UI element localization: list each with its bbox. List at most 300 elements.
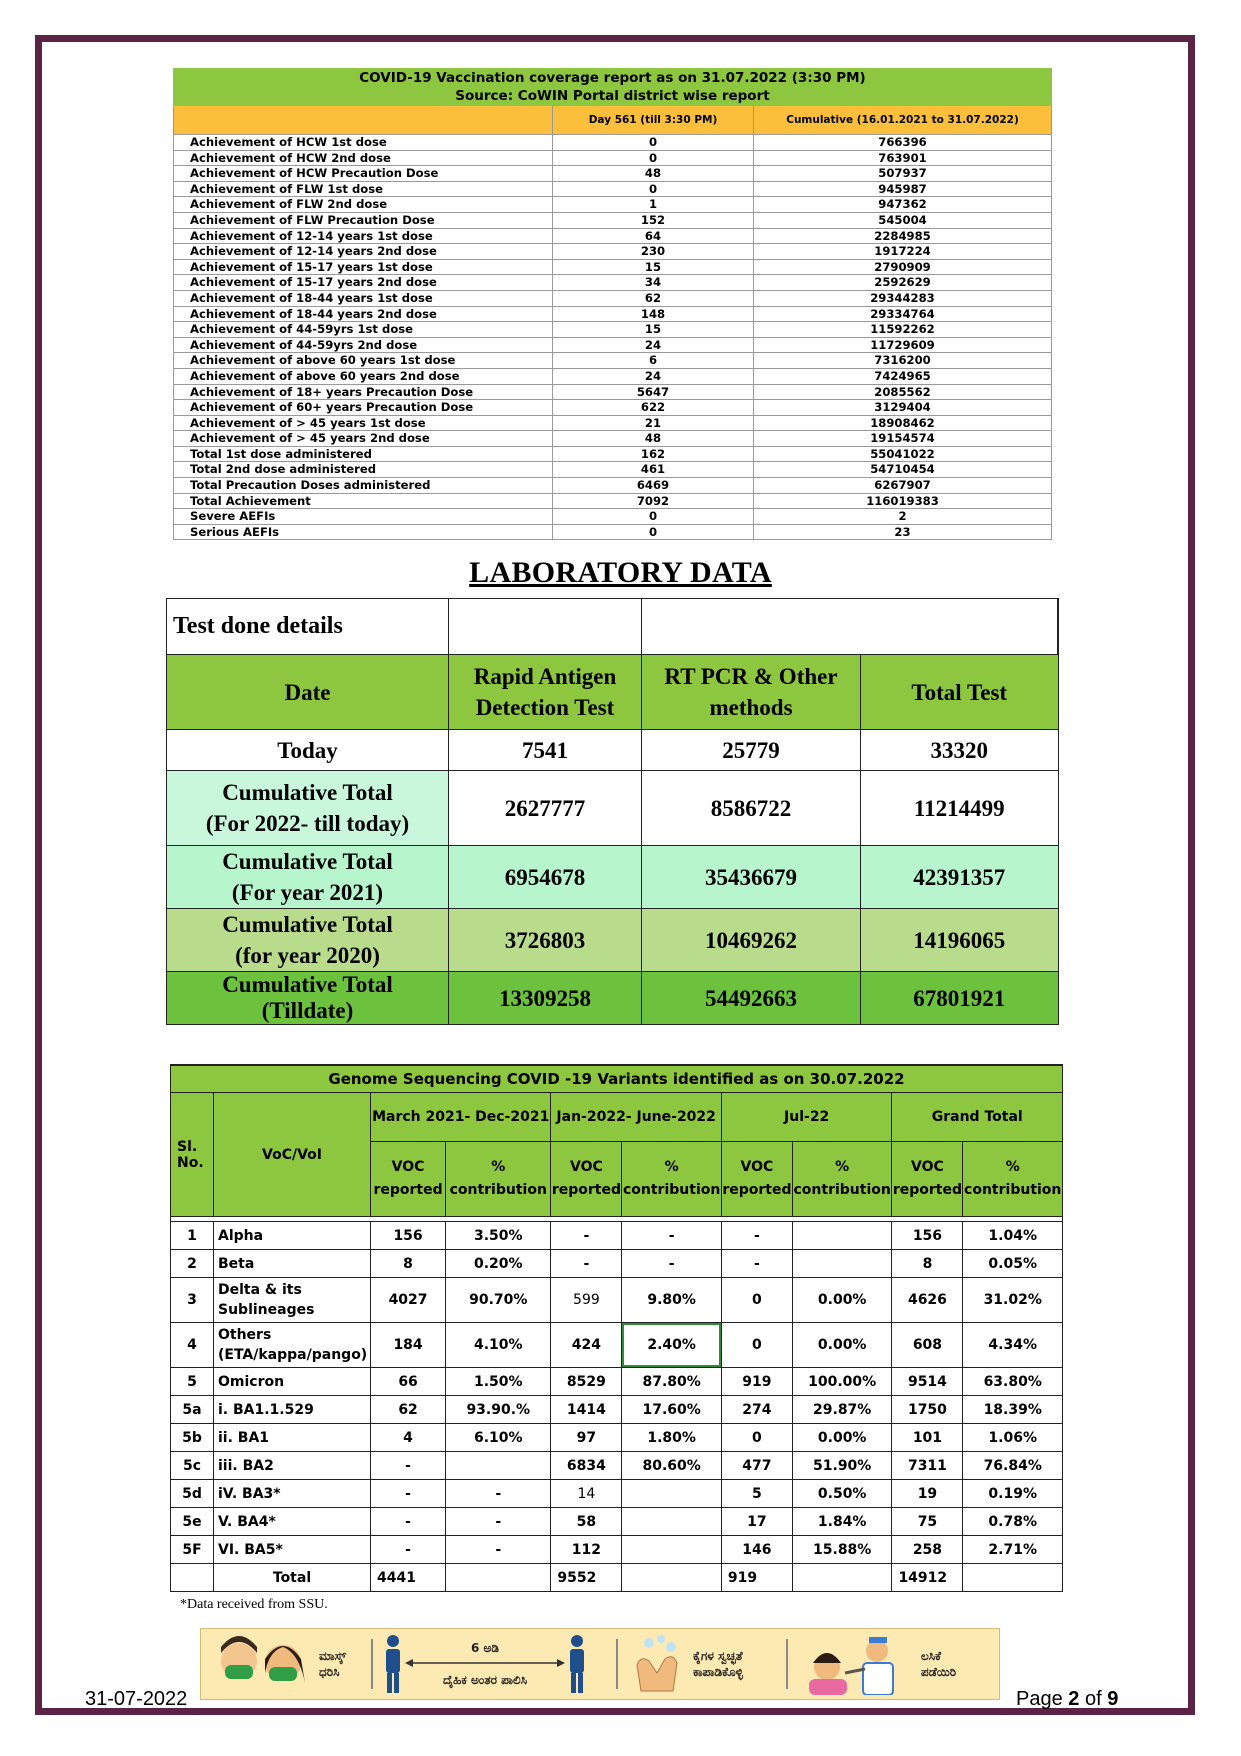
genome-row xyxy=(171,1536,1063,1564)
vaccination-row-label: Achievement of 15-17 years 2nd dose xyxy=(174,275,553,291)
genome-row xyxy=(171,1396,1063,1424)
genome-row-voc-value: 599 xyxy=(551,1278,622,1323)
genome-row-pct-value: 2.71% xyxy=(963,1536,1063,1564)
genome-row-pct-value: - xyxy=(446,1480,551,1508)
vaccination-row-label: Achievement of 44-59yrs 1st dose xyxy=(174,322,553,338)
lab-row-label xyxy=(167,846,449,909)
genome-subheader-pct-contribution-line1: % xyxy=(491,1159,506,1175)
genome-row-pct-value: - xyxy=(622,1250,722,1278)
genome-row-voc-value: 101 xyxy=(892,1424,963,1452)
genome-row-variant: Alpha xyxy=(214,1222,371,1250)
genome-row-pct-value: 0.00% xyxy=(792,1323,892,1368)
vaccination-row xyxy=(174,509,1052,525)
lab-row-label-line2: (For year 2021) xyxy=(231,880,384,905)
genome-row-pct-value: - xyxy=(446,1508,551,1536)
genome-row-voc-value: 8 xyxy=(371,1250,446,1278)
genome-row-pct-value: 9.80% xyxy=(622,1278,722,1323)
genome-row-pct-value: 15.88% xyxy=(792,1536,892,1564)
lab-blank-cell xyxy=(642,599,1059,655)
vaccination-row xyxy=(174,368,1052,384)
genome-subheader-pct-contribution-line1: % xyxy=(664,1159,679,1175)
genome-header-sl-line2: No. xyxy=(177,1154,204,1171)
genome-row-pct-value: 1.50% xyxy=(446,1368,551,1396)
lab-header-rapid-line1: Rapid Antigen xyxy=(473,664,617,689)
vaccination-row xyxy=(174,493,1052,509)
vaccination-title-row xyxy=(174,69,1052,106)
vaccination-row xyxy=(174,228,1052,244)
vaccination-row xyxy=(174,400,1052,416)
genome-row-pct-value: 18.39% xyxy=(963,1396,1063,1424)
genome-subheader-voc-reported-line1: VOC xyxy=(911,1159,944,1175)
genome-row-variant: Beta xyxy=(214,1250,371,1278)
genome-row-pct-value: 93.90.% xyxy=(446,1396,551,1424)
lab-header-rtpcr-line2: methods xyxy=(709,695,793,720)
footer-page-of: of xyxy=(1079,1688,1108,1710)
genome-row-voc-value: 184 xyxy=(371,1323,446,1368)
vaccination-row xyxy=(174,135,1052,151)
genome-row-voc-value: 477 xyxy=(721,1452,792,1480)
vaccination-row-label: Achievement of 60+ years Precaution Dose xyxy=(174,400,553,416)
footer-page-current: 2 xyxy=(1068,1688,1080,1710)
genome-row-pct-value xyxy=(446,1452,551,1480)
genome-subheader-voc-reported xyxy=(892,1142,963,1217)
vaccination-row-label: Achievement of 18-44 years 1st dose xyxy=(174,290,553,306)
genome-subheader-voc-reported-line2: reported xyxy=(551,1182,621,1198)
banner-handwash-line1: ಕೈಗಳ ಸ್ವಚ್ಛತೆ xyxy=(693,1649,743,1663)
genome-row-sl: 5e xyxy=(171,1508,214,1536)
vaccination-row xyxy=(174,446,1052,462)
genome-row xyxy=(171,1424,1063,1452)
lab-rtpcr-value: 25779 xyxy=(642,730,861,771)
genome-row-pct-value: 0.05% xyxy=(963,1250,1063,1278)
genome-total-voc-value: 9552 xyxy=(551,1564,622,1592)
genome-row-variant: V. BA4* xyxy=(214,1508,371,1536)
vaccination-row xyxy=(174,150,1052,166)
genome-total-label: Total xyxy=(214,1564,371,1592)
vaccination-row xyxy=(174,197,1052,213)
genome-row-voc-value: 156 xyxy=(371,1222,446,1250)
lab-row-2022 xyxy=(167,771,1059,846)
vaccination-row-day: 6 xyxy=(553,353,754,369)
genome-subheader-voc-reported xyxy=(551,1142,622,1217)
vaccination-row xyxy=(174,431,1052,447)
vaccination-row-cumulative: 11592262 xyxy=(754,322,1052,338)
genome-row-pct-value: 0.00% xyxy=(792,1278,892,1323)
lab-row-label xyxy=(167,909,449,972)
vaccination-row-cumulative: 507937 xyxy=(754,166,1052,182)
genome-subheader-voc-reported xyxy=(371,1142,446,1217)
genome-row-variant: Delta & its Sublineages xyxy=(214,1278,371,1323)
lab-rapid-value: 13309258 xyxy=(449,972,642,1025)
person-icon xyxy=(381,1633,405,1695)
genome-subheader-voc-reported-line1: VOC xyxy=(740,1159,774,1175)
lab-test-done-label: Test done details xyxy=(167,599,449,655)
vaccination-row-cumulative: 11729609 xyxy=(754,337,1052,353)
vaccination-row-cumulative: 2790909 xyxy=(754,259,1052,275)
vaccination-row-label: Serious AEFIs xyxy=(174,524,553,540)
genome-row-variant: VI. BA5* xyxy=(214,1536,371,1564)
vaccination-row-day: 1 xyxy=(553,197,754,213)
genome-row-voc-value: 156 xyxy=(892,1222,963,1250)
lab-row-label xyxy=(167,972,449,1025)
vaccination-row-day: 21 xyxy=(553,415,754,431)
genome-row-pct-value: 0.78% xyxy=(963,1508,1063,1536)
genome-row-pct-value: 29.87% xyxy=(792,1396,892,1424)
genome-sequencing-table xyxy=(170,1064,1063,1592)
lab-rtpcr-value: 10469262 xyxy=(642,909,861,972)
genome-row-voc-value: 58 xyxy=(551,1508,622,1536)
vaccination-row-cumulative: 116019383 xyxy=(754,493,1052,509)
banner-distance-line2: ದೈಹಿಕ ಅಂತರ ಪಾಲಿಸಿ xyxy=(442,1673,528,1687)
genome-row xyxy=(171,1480,1063,1508)
vaccination-row-day: 64 xyxy=(553,228,754,244)
covid-behaviour-banner xyxy=(200,1628,1000,1700)
genome-row-sl: 2 xyxy=(171,1250,214,1278)
vaccination-row-label: Total 1st dose administered xyxy=(174,446,553,462)
genome-subheader-voc-reported xyxy=(721,1142,792,1217)
genome-row-voc-value: 112 xyxy=(551,1536,622,1564)
vaccination-row-cumulative: 2592629 xyxy=(754,275,1052,291)
vaccination-row xyxy=(174,462,1052,478)
genome-header-period: Grand Total xyxy=(892,1093,1063,1142)
genome-row-pct-value: 0.50% xyxy=(792,1480,892,1508)
vaccination-header-day: Day 561 (till 3:30 PM) xyxy=(553,106,754,135)
footer-page-number xyxy=(1016,1688,1118,1711)
genome-subheader-voc-reported-line2: reported xyxy=(373,1182,443,1198)
vaccination-row-cumulative: 19154574 xyxy=(754,431,1052,447)
vaccination-row-label: Achievement of 18-44 years 2nd dose xyxy=(174,306,553,322)
vaccination-row-cumulative: 7424965 xyxy=(754,368,1052,384)
genome-row-voc-value: 1414 xyxy=(551,1396,622,1424)
vaccination-row-day: 48 xyxy=(553,431,754,447)
genome-total-voc-value: 919 xyxy=(721,1564,792,1592)
vaccination-row-cumulative: 29344283 xyxy=(754,290,1052,306)
handwash-icon xyxy=(631,1633,685,1695)
vaccination-row-cumulative: 766396 xyxy=(754,135,1052,151)
genome-subheader-voc-reported-line1: VOC xyxy=(570,1159,603,1175)
genome-header-period: Jul-22 xyxy=(721,1093,892,1142)
banner-vaccine-segment xyxy=(799,1629,994,1699)
genome-row-voc-value: 0 xyxy=(721,1278,792,1323)
genome-row-variant: i. BA1.1.529 xyxy=(214,1396,371,1424)
genome-total-voc-value: 4441 xyxy=(371,1564,446,1592)
genome-subheader-pct-contribution-line1: % xyxy=(1005,1159,1020,1175)
lab-total-value: 11214499 xyxy=(861,771,1059,846)
vaccination-row-day: 0 xyxy=(553,181,754,197)
genome-row-pct-value: - xyxy=(446,1536,551,1564)
genome-row xyxy=(171,1368,1063,1396)
genome-subheader-pct-contribution-line2: contribution xyxy=(622,1182,721,1198)
vaccination-row-day: 0 xyxy=(553,135,754,151)
genome-subheader-pct-contribution xyxy=(622,1142,722,1217)
vaccination-row-day: 24 xyxy=(553,337,754,353)
genome-row-voc-value: 7311 xyxy=(892,1452,963,1480)
vaccination-row-label: Achievement of HCW 2nd dose xyxy=(174,150,553,166)
vaccination-row-label: Achievement of 12-14 years 2nd dose xyxy=(174,244,553,260)
genome-row-sl: 5a xyxy=(171,1396,214,1424)
genome-subheader-pct-contribution-line2: contribution xyxy=(964,1182,1062,1198)
genome-row-sl: 5F xyxy=(171,1536,214,1564)
lab-rtpcr-value: 54492663 xyxy=(642,972,861,1025)
vaccination-row-label: Achievement of above 60 years 2nd dose xyxy=(174,368,553,384)
vaccination-row-cumulative: 2 xyxy=(754,509,1052,525)
lab-row-label-line1: Cumulative Total xyxy=(222,972,393,997)
vaccination-row xyxy=(174,166,1052,182)
genome-title: Genome Sequencing COVID -19 Variants identified as on 30.07.2022 xyxy=(171,1065,1063,1093)
vaccination-row-label: Achievement of HCW Precaution Dose xyxy=(174,166,553,182)
genome-row-variant: Omicron xyxy=(214,1368,371,1396)
genome-row-voc-value: 4 xyxy=(371,1424,446,1452)
genome-row-pct-value: 2.40% xyxy=(622,1323,722,1368)
vaccination-row-day: 5647 xyxy=(553,384,754,400)
genome-row-voc-value: 0 xyxy=(721,1323,792,1368)
genome-row-voc-value: 17 xyxy=(721,1508,792,1536)
lab-row-tilldate xyxy=(167,972,1059,1025)
vaccination-header-cumulative: Cumulative (16.01.2021 to 31.07.2022) xyxy=(754,106,1052,135)
genome-row xyxy=(171,1323,1063,1368)
genome-total-row xyxy=(171,1564,1063,1592)
vaccination-row-day: 62 xyxy=(553,290,754,306)
vaccination-row-label: Achievement of > 45 years 2nd dose xyxy=(174,431,553,447)
vaccination-row-cumulative: 1917224 xyxy=(754,244,1052,260)
genome-row-variant: iV. BA3* xyxy=(214,1480,371,1508)
vaccination-row-label: Achievement of FLW Precaution Dose xyxy=(174,212,553,228)
genome-row-sl: 4 xyxy=(171,1323,214,1368)
genome-row-pct-value xyxy=(792,1250,892,1278)
genome-row-pct-value: 100.00% xyxy=(792,1368,892,1396)
genome-row-voc-value: 8529 xyxy=(551,1368,622,1396)
vaccination-row xyxy=(174,275,1052,291)
lab-rtpcr-value: 8586722 xyxy=(642,771,861,846)
genome-total-pct-value xyxy=(446,1564,551,1592)
genome-row-sl: 5c xyxy=(171,1452,214,1480)
genome-row-voc-value: 14 xyxy=(551,1480,622,1508)
lab-total-value: 33320 xyxy=(861,730,1059,771)
vaccination-row-label: Achievement of 18+ years Precaution Dose xyxy=(174,384,553,400)
genome-title-row xyxy=(171,1065,1063,1093)
vaccination-row-cumulative: 2085562 xyxy=(754,384,1052,400)
vaccination-row xyxy=(174,478,1052,494)
vaccination-coverage-table xyxy=(173,68,1052,540)
genome-row-voc-value: 5 xyxy=(721,1480,792,1508)
vaccination-row xyxy=(174,384,1052,400)
genome-row-pct-value: 17.60% xyxy=(622,1396,722,1424)
genome-total-sl xyxy=(171,1564,214,1592)
banner-mask-line2: ಧರಿಸಿ xyxy=(319,1665,340,1679)
genome-row-pct-value xyxy=(622,1480,722,1508)
genome-subheader-pct-contribution-line2: contribution xyxy=(793,1182,891,1198)
vaccination-row xyxy=(174,322,1052,338)
banner-vaccine-line1: ಲಸಿಕೆ xyxy=(921,1649,942,1663)
vaccination-row-label: Achievement of FLW 2nd dose xyxy=(174,197,553,213)
genome-total-pct-value xyxy=(963,1564,1063,1592)
lab-header-total: Total Test xyxy=(861,655,1059,730)
laboratory-data-heading: LABORATORY DATA xyxy=(469,556,772,589)
genome-row-voc-value: - xyxy=(371,1536,446,1564)
lab-row-label xyxy=(167,771,449,846)
genome-row-voc-value: - xyxy=(371,1452,446,1480)
genome-subheader-voc-reported-line2: reported xyxy=(892,1182,963,1198)
vaccination-icon xyxy=(799,1633,909,1695)
vaccination-row-label: Total 2nd dose administered xyxy=(174,462,553,478)
genome-row-voc-value: 19 xyxy=(892,1480,963,1508)
genome-row-pct-value: 1.06% xyxy=(963,1424,1063,1452)
genome-row-pct-value: 1.80% xyxy=(622,1424,722,1452)
genome-row-voc-value: 8 xyxy=(892,1250,963,1278)
genome-row xyxy=(171,1222,1063,1250)
vaccination-row-label: Achievement of 15-17 years 1st dose xyxy=(174,259,553,275)
genome-row-voc-value: - xyxy=(721,1222,792,1250)
footer-page-total: 9 xyxy=(1107,1688,1119,1710)
genome-row-pct-value: 80.60% xyxy=(622,1452,722,1480)
genome-row-sl: 5b xyxy=(171,1424,214,1452)
vaccination-row-label: Achievement of 44-59yrs 2nd dose xyxy=(174,337,553,353)
genome-header-sl xyxy=(171,1093,214,1217)
genome-subheader-voc-reported-line2: reported xyxy=(722,1182,792,1198)
genome-row-variant: ii. BA1 xyxy=(214,1424,371,1452)
lab-row-label-line2: (for year 2020) xyxy=(235,943,380,968)
genome-row-pct-value: 4.34% xyxy=(963,1323,1063,1368)
genome-header-period: Jan-2022- June-2022 xyxy=(551,1093,722,1142)
genome-row-variant: iii. BA2 xyxy=(214,1452,371,1480)
vaccination-row-label: Achievement of FLW 1st dose xyxy=(174,181,553,197)
vaccination-row-day: 461 xyxy=(553,462,754,478)
vaccination-row-cumulative: 947362 xyxy=(754,197,1052,213)
lab-rapid-value: 6954678 xyxy=(449,846,642,909)
vaccination-row xyxy=(174,306,1052,322)
banner-mask-line1: ಮಾಸ್ಕ್ xyxy=(319,1649,347,1663)
double-arrow-icon xyxy=(405,1658,565,1668)
vaccination-row-cumulative: 54710454 xyxy=(754,462,1052,478)
genome-row-pct-value: 90.70% xyxy=(446,1278,551,1323)
vaccination-title xyxy=(174,69,1052,106)
vaccination-row-cumulative: 55041022 xyxy=(754,446,1052,462)
vaccination-row-label: Achievement of 12-14 years 1st dose xyxy=(174,228,553,244)
vaccination-row-label: Total Achievement xyxy=(174,493,553,509)
genome-header-sl-line1: Sl. xyxy=(177,1138,198,1155)
vaccination-row xyxy=(174,353,1052,369)
lab-row-label-line1: Cumulative Total xyxy=(222,849,393,874)
genome-header-voc: VoC/VoI xyxy=(214,1093,371,1217)
vaccination-row-day: 162 xyxy=(553,446,754,462)
genome-subheader-pct-contribution xyxy=(792,1142,892,1217)
lab-header-rtpcr xyxy=(642,655,861,730)
lab-row-label-line1: Cumulative Total xyxy=(222,912,393,937)
genome-row-voc-value: - xyxy=(371,1480,446,1508)
genome-row-pct-value: 6.10% xyxy=(446,1424,551,1452)
lab-header-rtpcr-line1: RT PCR & Other xyxy=(664,664,838,689)
genome-header-periods xyxy=(171,1093,1063,1142)
genome-row-voc-value: 1750 xyxy=(892,1396,963,1424)
lab-header-row xyxy=(167,655,1059,730)
laboratory-table xyxy=(166,598,1059,1025)
genome-row xyxy=(171,1508,1063,1536)
lab-row-label-line2: (For 2022- till today) xyxy=(205,811,410,836)
lab-header-date: Date xyxy=(167,655,449,730)
lab-row-2020 xyxy=(167,909,1059,972)
genome-row-variant: Others (ETA/kappa/pango) xyxy=(214,1323,371,1368)
vaccination-row xyxy=(174,244,1052,260)
banner-mask-segment xyxy=(213,1629,363,1699)
genome-row-pct-value: - xyxy=(622,1222,722,1250)
banner-distance-segment xyxy=(381,1629,601,1699)
vaccination-row-cumulative: 29334764 xyxy=(754,306,1052,322)
vaccination-row-day: 7092 xyxy=(553,493,754,509)
vaccination-header-row xyxy=(174,106,1052,135)
genome-row-sl: 5d xyxy=(171,1480,214,1508)
vaccination-row-cumulative: 545004 xyxy=(754,212,1052,228)
vaccination-row-cumulative: 945987 xyxy=(754,181,1052,197)
genome-row-voc-value: 274 xyxy=(721,1396,792,1424)
vaccination-row-day: 230 xyxy=(553,244,754,260)
vaccination-row-day: 15 xyxy=(553,259,754,275)
vaccination-row-day: 48 xyxy=(553,166,754,182)
genome-row-sl: 5 xyxy=(171,1368,214,1396)
genome-row-pct-value: 51.90% xyxy=(792,1452,892,1480)
genome-row-sl: 3 xyxy=(171,1278,214,1323)
genome-row xyxy=(171,1452,1063,1480)
vaccination-row xyxy=(174,259,1052,275)
vaccination-source-text: Source: CoWIN Portal district wise report xyxy=(455,88,770,104)
vaccination-row-day: 15 xyxy=(553,322,754,338)
lab-row-2021 xyxy=(167,846,1059,909)
genome-row-pct-value: 76.84% xyxy=(963,1452,1063,1480)
genome-subheader-pct-contribution-line2: contribution xyxy=(449,1182,547,1198)
vaccination-row xyxy=(174,337,1052,353)
lab-row-label-line2: (Tilldate) xyxy=(261,998,354,1023)
vaccination-row-cumulative: 763901 xyxy=(754,150,1052,166)
lab-row-label-line1: Cumulative Total xyxy=(222,780,393,805)
lab-header-rapid xyxy=(449,655,642,730)
genome-row-voc-value: 75 xyxy=(892,1508,963,1536)
genome-row-pct-value xyxy=(622,1536,722,1564)
mask-faces-icon xyxy=(213,1633,313,1695)
vaccination-row-day: 6469 xyxy=(553,478,754,494)
genome-row-voc-value: 62 xyxy=(371,1396,446,1424)
genome-row-pct-value xyxy=(622,1508,722,1536)
vaccination-row xyxy=(174,290,1052,306)
person-icon xyxy=(565,1633,589,1695)
genome-total-pct-value xyxy=(622,1564,722,1592)
genome-row-voc-value: 258 xyxy=(892,1536,963,1564)
lab-header-rapid-line2: Detection Test xyxy=(475,695,615,720)
genome-subheader-pct-contribution-line1: % xyxy=(835,1159,850,1175)
lab-total-value: 14196065 xyxy=(861,909,1059,972)
genome-row-pct-value: 3.50% xyxy=(446,1222,551,1250)
genome-row xyxy=(171,1250,1063,1278)
lab-total-value: 67801921 xyxy=(861,972,1059,1025)
genome-row-voc-value: - xyxy=(371,1508,446,1536)
vaccination-row xyxy=(174,524,1052,540)
genome-row-pct-value: 1.04% xyxy=(963,1222,1063,1250)
vaccination-row-label: Achievement of HCW 1st dose xyxy=(174,135,553,151)
vaccination-row-cumulative: 23 xyxy=(754,524,1052,540)
genome-total-voc-value: 14912 xyxy=(892,1564,963,1592)
vaccination-row-label: Severe AEFIs xyxy=(174,509,553,525)
genome-row-pct-value: 0.00% xyxy=(792,1424,892,1452)
genome-row-voc-value: 4626 xyxy=(892,1278,963,1323)
banner-handwash-line2: ಕಾಪಾಡಿಕೊಳ್ಳಿ xyxy=(693,1665,743,1679)
genome-row-voc-value: - xyxy=(551,1222,622,1250)
vaccination-row-day: 0 xyxy=(553,150,754,166)
genome-row-voc-value: - xyxy=(551,1250,622,1278)
vaccination-row-day: 0 xyxy=(553,509,754,525)
footer-page-prefix: Page xyxy=(1016,1688,1069,1710)
vaccination-row-day: 0 xyxy=(553,524,754,540)
vaccination-row-day: 24 xyxy=(553,368,754,384)
genome-row-voc-value: 146 xyxy=(721,1536,792,1564)
genome-row-sl: 1 xyxy=(171,1222,214,1250)
